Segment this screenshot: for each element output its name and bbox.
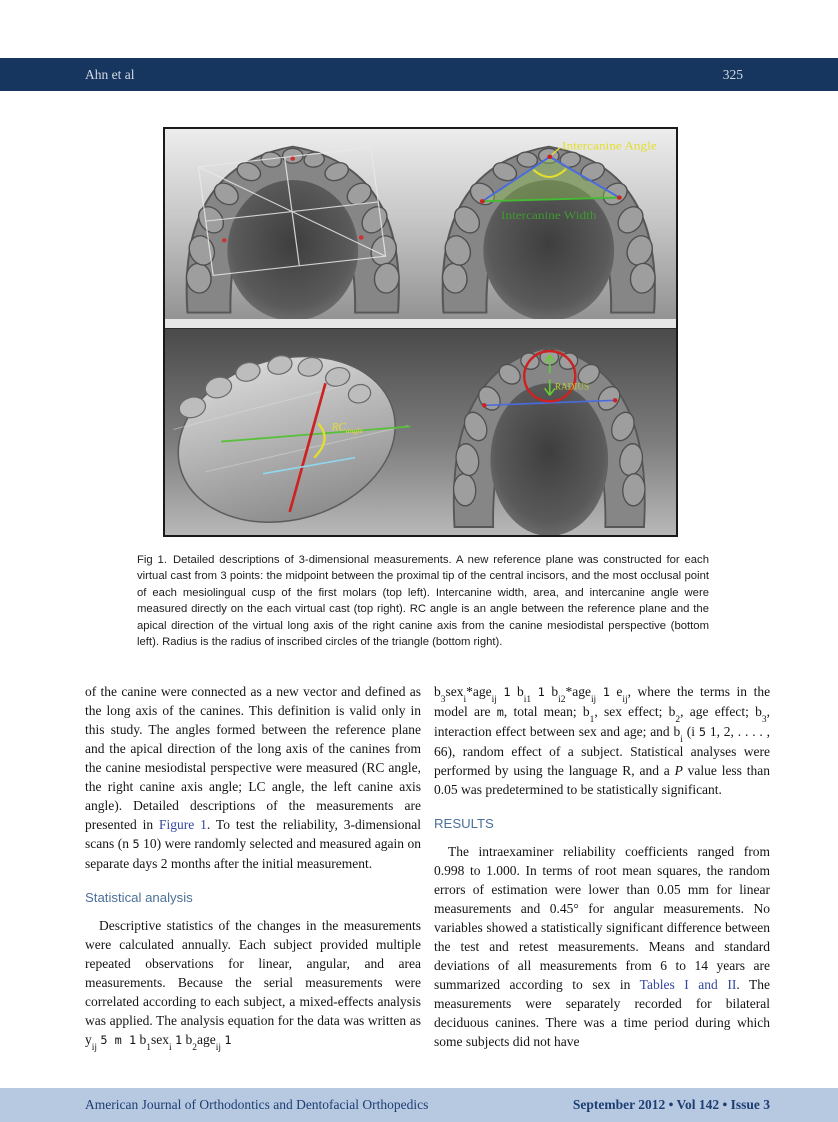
- dental-cast-rc-angle: [165, 329, 421, 535]
- paragraph-statistical-analysis: Descriptive statistics of the changes in the measurements were calculated annually. Each subject provided multiple repeated observations for linear, angular, and area measurements. Because the serial measurements were correlated according to each subject, a mixed-effects analysis was applied. The analysis equation for the data was written as $y_{ij}$ 5 m 1 $b_1sex_i$ 1 $b_2age_{ij}$ 1: [85, 918, 421, 1053]
- dental-cast-reference-plane: [165, 129, 421, 319]
- section-heading-results: RESULTS: [434, 816, 494, 831]
- figure-1: [163, 127, 678, 537]
- issue-info: September 2012 • Vol 142 • Issue 3: [572, 1097, 770, 1112]
- dental-cast-intercanine: [421, 129, 677, 319]
- figure-caption-tag: Fig 1.: [137, 554, 167, 566]
- body-column-left: [85, 682, 421, 1053]
- cross-reference-link[interactable]: Figure 1: [159, 817, 207, 832]
- paragraph-results: The intraexaminer reliability coefficients ranged from 0.998 to 1.000. In terms of root mean squares, the random errors of estimation were lower than 0.05 mm for linear measurements and 0.45° for angular measurements. No variables showed a statistically significant difference between the test and retest measurements. Means and standard deviations of all measurements from 6 to 14 years are summarized according to sex in Tables I and II. The measurements were separately recorded for bilateral deciduous canines. There was a time period during which some subjects did not have: [434, 844, 770, 1049]
- journal-title: American Journal of Orthodontics and Dentofacial Orthopedics: [85, 1097, 429, 1112]
- figure-panel-bottom-right: [421, 329, 677, 535]
- footer-bar: [0, 1088, 838, 1122]
- dental-cast-radius: [421, 329, 677, 535]
- page-number: 325: [722, 66, 743, 82]
- figure-panel-separator: [165, 319, 676, 329]
- figure-panel-bottom-left: [165, 329, 421, 535]
- section-heading-statistical-analysis: Statistical analysis: [85, 890, 193, 905]
- cross-reference-link[interactable]: Tables I and II: [639, 977, 737, 992]
- radius-label: RADIUS: [554, 381, 589, 392]
- figure-caption-text: Detailed descriptions of 3-dimensional measurements. A new reference plane was constructed for each virtual cast from 3 points: the midpoint between the proximal tip of the central incisors, and the most occlusal point of each mesiolingual cusp of the first molars (top left). Intercanine width, area, and intercanine angle were measured directly on the each virtual cast (top right). RC angle is an angle between the reference plane and the apical direction of the virtual long axis of the right canine axis from the canine mesiodistal perspective (bottom left). Radius is the radius of inscribed circles of the triangle (bottom right).: [137, 554, 709, 649]
- intercanine-width-label: Intercanine Width: [500, 208, 596, 222]
- paragraph-model-terms: $b_3sex_i*age_{ij}$ 1 $b_{i1}$ 1 $b_{i2}*age_{ij}$ 1 $e_{ij}$, where the terms in the model are m, total mean; $b_1$, sex effect; $b_2$, age effect; $b_3$, interaction effect between sex and age; and $b_i$ (i 5 1, 2, . . . . , 66), random effect of a subject. Statistical analyses were performed by using the language R, and a P value less than 0.05 was predetermined to be statistically significant.: [434, 684, 771, 797]
- body-column-right: [434, 682, 770, 1051]
- intercanine-angle-label: Intercanine Angle: [561, 138, 657, 153]
- header-bar: [0, 58, 838, 91]
- rc-angle-label: $RC_{angle}$: [331, 421, 363, 435]
- figure-panel-top-left: [165, 129, 421, 319]
- figure-panel-top-right: [421, 129, 677, 319]
- running-head: Ahn et al: [85, 66, 135, 82]
- paragraph-canine-axis: of the canine were connected as a new vector and defined as the long axis of the canines. This definition is valid only in this study. The angles formed between the reference plane and the apical direction of the long axis of the canines from the canine mesiodistal perspective were measured (RC angle, the right canine axis angle; LC angle, the left canine axis angle). Detailed descriptions of the measurements are presented in Figure 1. To test the reliability, 3-dimensional scans (n 5 10) were randomly selected and measured again on separate days 2 months after the initial measurement.: [85, 684, 421, 871]
- figure-caption: [137, 552, 709, 650]
